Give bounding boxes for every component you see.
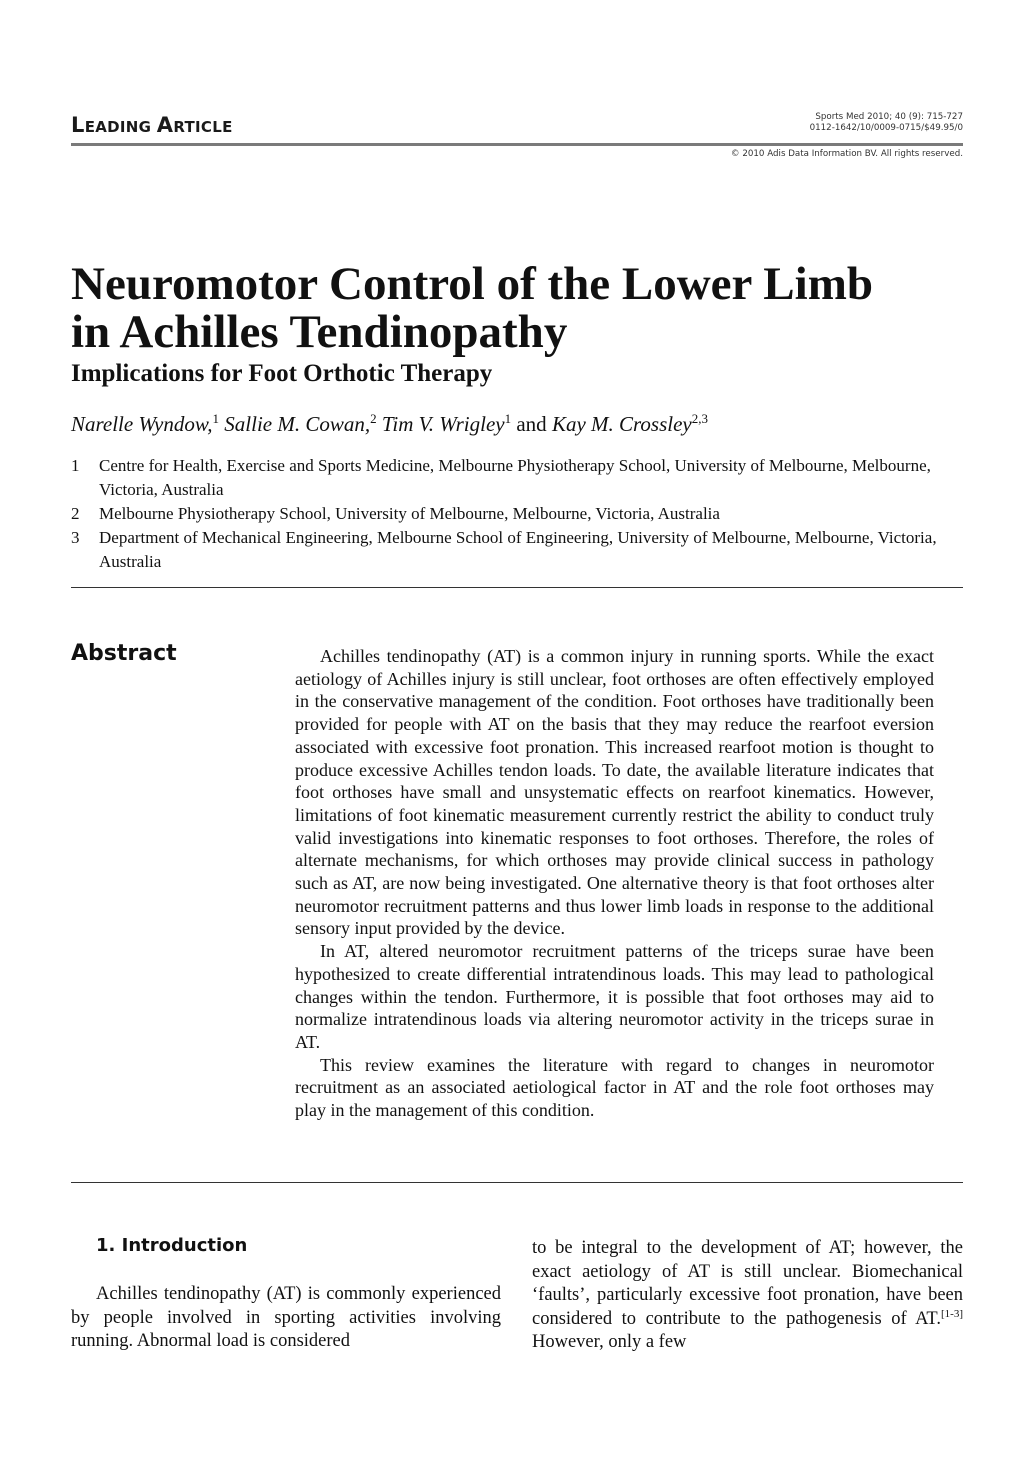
- title-line-2: in Achilles Tendinopathy: [71, 306, 568, 358]
- abstract-paragraph: This review examines the literature with regard to changes in neuromotor recruitment as an associated aetiological factor in AT and the role foot orthoses may play in the management of this condition.: [295, 1054, 934, 1121]
- divider: [71, 1182, 963, 1183]
- body-column-left: [71, 1283, 501, 1354]
- author-name: Sallie M. Cowan,: [224, 412, 371, 436]
- affiliation-list: [71, 454, 963, 574]
- author-affiliation-ref: 1: [212, 411, 220, 426]
- article-title: [71, 260, 971, 356]
- author-name: Tim V. Wrigley: [381, 412, 505, 436]
- body-paragraph: [532, 1237, 963, 1355]
- abstract-paragraph: In AT, altered neuromotor recruitment patterns of the triceps surae have been hypothesized to create differential intratendinous loads. This may lead to pathological changes within the tendon. Furthermore, it is possible that foot orthoses may aid to normalize intratendinous loads via altering neuromotor activity in the triceps surae in AT.: [295, 941, 934, 1052]
- affiliation-item: [71, 526, 963, 574]
- affiliation-number: 1: [71, 456, 80, 475]
- citation-ref: [1-3]: [941, 1307, 963, 1320]
- body-paragraph: Achilles tendinopathy (AT) is commonly experienced by people involved in sporting activities involving running. Abnormal load is considered: [71, 1284, 501, 1351]
- author-name: Narelle Wyndow,: [71, 412, 213, 436]
- author-name: Kay M. Crossley: [551, 412, 692, 436]
- author-list: [71, 412, 708, 437]
- body-text: However, only a few: [532, 1332, 687, 1352]
- affiliation-item: [71, 454, 963, 502]
- affiliation-item: [71, 502, 963, 526]
- body-text: to be integral to the development of AT; however, the exact aetiology of AT is still unclear. Biomechanical ‘faults’, particularly excessive foot pronation, have been considered to contribute to the pathogenesis of AT.: [532, 1238, 963, 1329]
- author-conjunction: and: [516, 412, 547, 436]
- abstract-body: [295, 645, 934, 1122]
- affiliation-text: Centre for Health, Exercise and Sports Medicine, Melbourne Physiotherapy School, University of Melbourne, Melbourne, Victoria, Australia: [99, 456, 931, 499]
- journal-citation: [810, 112, 963, 134]
- body-column-right: [532, 1237, 963, 1355]
- author-affiliation-ref: 1: [504, 411, 512, 426]
- abstract-paragraph: Achilles tendinopathy (AT) is a common injury in running sports. While the exact aetiology of Achilles injury is still unclear, foot orthoses are often effectively employed in the conservative management of the condition. Foot orthoses have traditionally been provided for people with AT on the basis that they may reduce the rearfoot eversion associated with excessive foot pronation. This increased rearfoot motion is thought to produce excessive Achilles tendon loads. To date, the available literature indicates that foot orthoses have small and unsystematic effects on rearfoot kinematics. However, limitations of foot kinematic measurement currently restrict the ability to conduct truly valid investigations into kinematic responses to foot orthoses. Therefore, the roles of alternate mechanisms, for which orthoses may provide clinical success in pathology such as AT, are now being investigated. One alternative theory is that foot orthoses alter neuromotor recruitment patterns and thus lower limb loads in response to the additional sensory input provided by the device.: [295, 646, 934, 939]
- affiliation-text: Melbourne Physiotherapy School, University of Melbourne, Melbourne, Victoria, Australia: [99, 504, 720, 523]
- divider: [71, 587, 963, 588]
- affiliation-number: 2: [71, 504, 80, 523]
- affiliation-text: Department of Mechanical Engineering, Melbourne School of Engineering, University of Melbourne, Melbourne, Victoria, Australia: [99, 528, 937, 571]
- abstract-heading: Abstract: [71, 641, 177, 666]
- header-rule: [71, 143, 963, 146]
- author-affiliation-ref: 2: [370, 411, 377, 426]
- article-subtitle: Implications for Foot Orthotic Therapy: [71, 360, 493, 387]
- copyright-notice: © 2010 Adis Data Information BV. All rights reserved.: [730, 149, 963, 159]
- section-heading: 1. Introduction: [96, 1235, 248, 1256]
- journal-line-2: 0112-1642/10/0009-0715/$49.95/0: [809, 123, 963, 133]
- journal-line-1: Sports Med 2010; 40 (9): 715-727: [815, 112, 963, 122]
- section-label: LEADING ARTICLE: [71, 113, 233, 137]
- affiliation-number: 3: [71, 528, 80, 547]
- author-affiliation-ref: 2,3: [691, 411, 708, 426]
- title-line-1: Neuromotor Control of the Lower Limb: [71, 258, 873, 310]
